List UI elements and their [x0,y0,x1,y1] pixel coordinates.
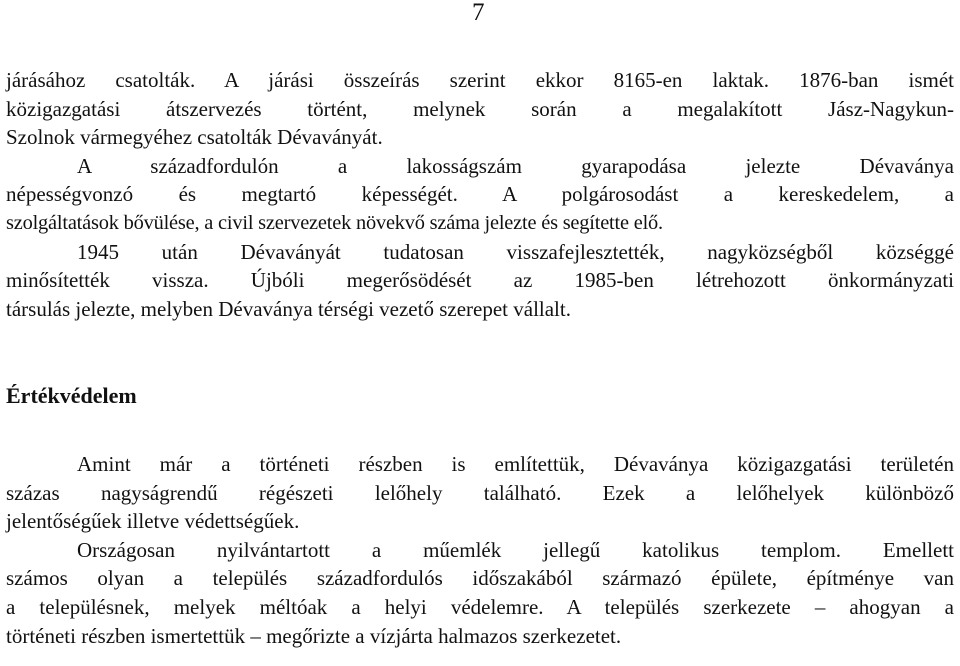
text-line: népességvonzó és megtartó képességét. A polgárosodást a kereskedelem, a [6,182,954,207]
text-line: Országosan nyilvántartott a műemlék jellegű katolikus templom. Emellett [77,537,954,562]
text-line: közigazgatási átszervezés történt, melynek során a megalakított Jász-Nagykun- [6,96,954,121]
text-line: Szolnok vármegyéhez csatolták Dévaványát. [6,125,383,150]
text-line: minősítették vissza. Újbóli megerősödését az 1985-ben létrehozott önkormányzati [6,268,954,293]
paragraph-archaeological-sites [6,450,954,536]
heritage-section [6,450,954,650]
text-line: százas nagyságrendű régészeti lelőhely található. Ezek a lelőhelyek különböző [6,480,954,505]
text-line: történeti részben ismertettük – megőrizte a vízjárta halmazos szerkezetet. [6,623,622,648]
history-section [6,66,954,323]
text-line: A századfordulón a lakosságszám gyarapodása jelezte Dévaványa [77,153,954,178]
text-line: Amint már a történeti részben is említettük, Dévaványa közigazgatási területén [77,452,954,476]
text-line: számos olyan a település századfordulós időszakából származó épülete, építménye van [6,566,954,591]
paragraph-monuments [6,536,954,650]
paragraph-county-annexation [6,66,954,152]
text-line: a településnek, melyek méltóak a helyi védelemre. A település szerkezete – ahogyan a [6,594,954,619]
text-line: szolgáltatások bővülése, a civil szervezetek növekvő száma jelezte és segítette elő. [6,211,663,234]
page-number: 7 [472,0,485,26]
section-heading: Értékvédelem [6,383,137,408]
text-line: járásához csatolták. A járási összeírás szerint ekkor 8165-en laktak. 1876-ban ismét [6,68,954,92]
text-line: társulás jelezte, melyben Dévaványa térségi vezető szerepet vállalt. [6,296,571,321]
paragraph-after-1945 [6,238,954,324]
text-line: jelentőségűek illetve védettségűek. [6,509,300,534]
paragraph-turn-of-century [6,152,954,238]
text-line: 1945 után Dévaványát tudatosan visszafejlesztették, nagyközségből községgé [77,239,954,264]
